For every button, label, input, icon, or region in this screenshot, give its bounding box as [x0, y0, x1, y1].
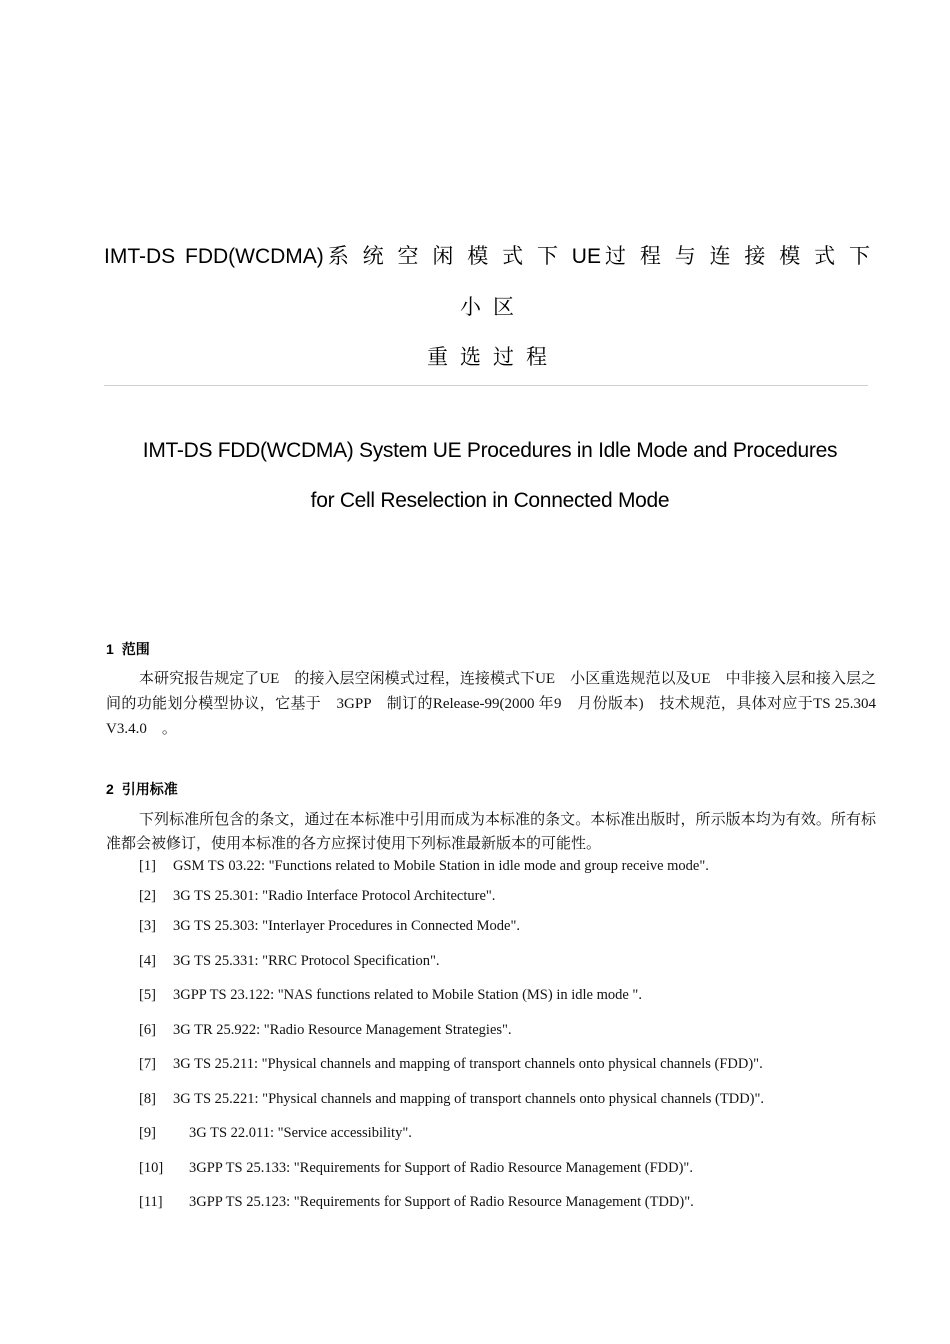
reference-item: [139, 953, 440, 970]
section-2-title: 引用标准: [121, 781, 178, 797]
reference-text: 3G TS 25.331: "RRC Protocol Specification".: [173, 953, 440, 969]
reference-item: [139, 1125, 412, 1142]
section-2-body: 下列标准所包含的条文，通过在本标准中引用而成为本标准的条文。本标准出版时，所示版本均为有效。所有标准都会被修订，使用本标准的各方应探讨使用下列标准最新版本的可能性。: [106, 812, 876, 852]
reference-number: [7]: [139, 1056, 156, 1072]
reference-text: 3G TS 25.301: "Radio Interface Protocol Architecture".: [173, 888, 496, 904]
title-divider: [104, 385, 868, 386]
reference-number: [8]: [139, 1091, 156, 1107]
reference-number: [1]: [139, 858, 156, 874]
english-title-line-1: IMT-DS FDD(WCDMA) System UE Procedures in Idle Mode and Procedures: [142, 439, 838, 462]
reference-text: GSM TS 03.22: "Functions related to Mobile Station in idle mode and group receive mode".: [173, 858, 709, 874]
reference-text: 3GPP TS 23.122: "NAS functions related to Mobile Station (MS) in idle mode ".: [173, 987, 642, 1003]
reference-item: [139, 858, 709, 875]
reference-item: [139, 918, 520, 935]
reference-number: [5]: [139, 987, 156, 1003]
reference-text: 3G TS 25.211: "Physical channels and mapping of transport channels onto physical channels (FDD)".: [173, 1056, 763, 1072]
reference-item: [139, 888, 495, 905]
section-2-heading: [106, 779, 178, 799]
reference-text: 3G TS 25.303: "Interlayer Procedures in Connected Mode".: [173, 918, 521, 934]
reference-number: [3]: [139, 918, 156, 934]
reference-item: [139, 987, 642, 1004]
chinese-title-line-2: 小区: [460, 296, 526, 319]
reference-item: [139, 1022, 512, 1039]
english-title-line-2: for Cell Reselection in Connected Mode: [310, 489, 670, 512]
reference-text: 3G TR 25.922: "Radio Resource Management Strategies".: [173, 1022, 512, 1038]
chinese-title-line-3: 重选过程: [427, 346, 559, 369]
section-2-number: 2: [106, 781, 114, 797]
section-1-title: 范围: [121, 641, 150, 657]
section-1-body: 本研究报告规定了UE 的接入层空闲模式过程，连接模式下UE 小区重选规范以及UE 中非接入层和接入层之间的功能划分模型协议，它基于 3GPP 制订的Release-99(2000 年9 月份版本) 技术规范，具体对应于TS 25.304 V3.4.0 。: [106, 671, 876, 737]
reference-number: [9]: [139, 1125, 156, 1141]
reference-number: [4]: [139, 953, 156, 969]
reference-text: 3GPP TS 25.133: "Requirements for Support of Radio Resource Management (FDD)".: [189, 1160, 693, 1176]
reference-number: [11]: [139, 1194, 163, 1210]
reference-text: 3G TS 25.221: "Physical channels and mapping of transport channels onto physical channels (TDD)".: [173, 1091, 765, 1107]
reference-item: [139, 1160, 693, 1177]
reference-item: [139, 1091, 764, 1108]
reference-number: [6]: [139, 1022, 156, 1038]
chinese-title-line-1: IMT-DS FDD(WCDMA)系 统 空 闲 模 式 下 UE过 程 与 连 接 模 式 下: [104, 245, 870, 268]
section-1-heading: [106, 639, 150, 659]
section-1-number: 1: [106, 641, 114, 657]
reference-text: 3G TS 22.011: "Service accessibility".: [189, 1125, 412, 1141]
reference-item: [139, 1194, 694, 1211]
reference-item: [139, 1056, 763, 1073]
reference-number: [10]: [139, 1160, 164, 1176]
reference-number: [2]: [139, 888, 156, 904]
reference-text: 3GPP TS 25.123: "Requirements for Support of Radio Resource Management (TDD)".: [189, 1194, 694, 1210]
